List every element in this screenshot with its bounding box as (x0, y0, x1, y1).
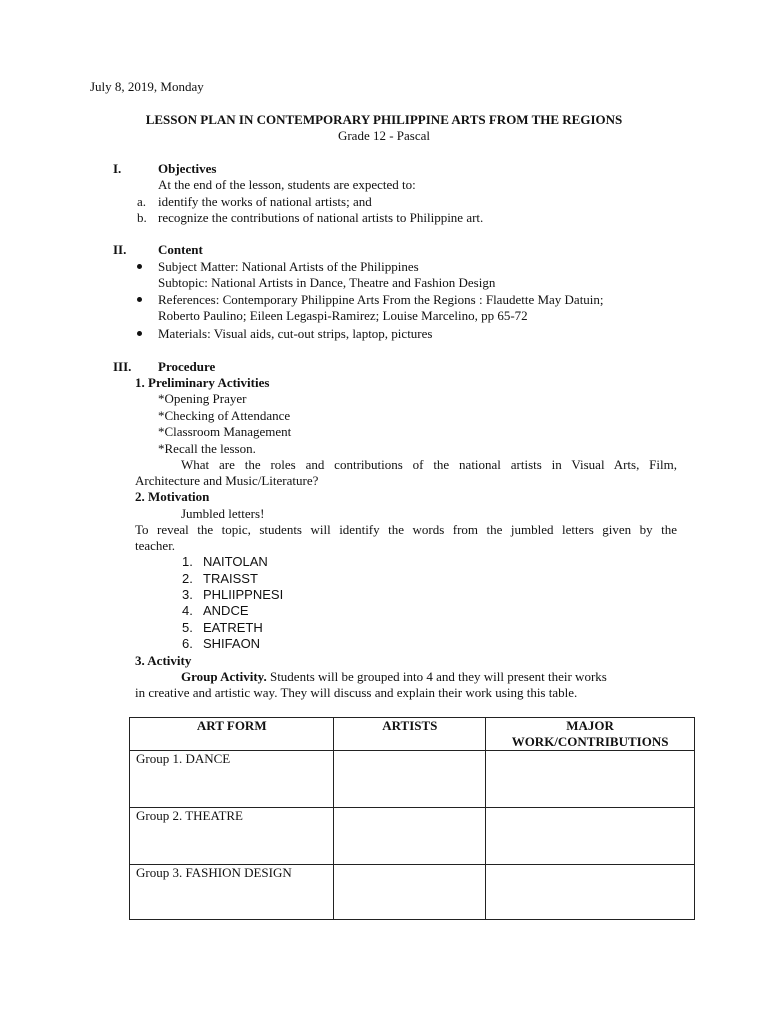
jumbled-number: 6. (182, 636, 193, 651)
jumbled-number: 1. (182, 554, 193, 569)
art-form-cell: Group 1. DANCE (130, 751, 334, 808)
jumbled-word: ANDCE (203, 603, 249, 618)
table-row (130, 751, 695, 808)
objective-item: recognize the contributions of national artists to Philippine art. (158, 210, 484, 225)
activity-desc-text: Students will be grouped into 4 and they will present their works (266, 669, 607, 684)
major-work-cell (486, 865, 695, 920)
jumbled-word: PHLIIPPNESI (203, 587, 284, 602)
jumbled-number: 5. (182, 620, 193, 635)
group-activity-label: Group Activity. (181, 669, 267, 684)
bullet-icon (137, 297, 142, 302)
major-work-cell (486, 751, 695, 808)
art-form-cell: Group 2. THEATRE (130, 808, 334, 865)
recall-question-line-2: Architecture and Music/Literature? (135, 473, 319, 488)
header-major-work (486, 718, 695, 751)
jumbled-word: NAITOLAN (203, 554, 268, 569)
jumbled-number: 4. (182, 603, 193, 618)
grade-line: Grade 12 - Pascal (337, 128, 431, 143)
motivation-desc-line-1: To reveal the topic, students will identify the words from the jumbled letters given by the (135, 522, 677, 537)
artists-cell (334, 808, 486, 865)
recall-question-line-1: What are the roles and contributions of the national artists in Visual Arts, Film, (181, 457, 677, 472)
references-line-2: Roberto Paulino; Eileen Legaspi-Ramirez; Louise Marcelino, pp 65-72 (158, 308, 528, 323)
jumbled-word: SHIFAON (203, 636, 261, 651)
materials: Materials: Visual aids, cut-out strips, laptop, pictures (158, 326, 433, 341)
jumbled-word: TRAISST (203, 571, 258, 586)
subtopic: Subtopic: National Artists in Dance, Theatre and Fashion Design (158, 275, 496, 290)
artists-cell (334, 865, 486, 920)
motivation-heading: 2. Motivation (135, 489, 210, 504)
preliminary-item: *Classroom Management (158, 424, 292, 439)
jumbled-word: EATRETH (203, 620, 263, 635)
bullet-icon (137, 331, 142, 336)
header-artists: ARTISTS (334, 718, 486, 751)
jumbled-number: 3. (182, 587, 193, 602)
table-row (130, 808, 695, 865)
table-header-row (130, 718, 695, 751)
art-form-cell: Group 3. FASHION DESIGN (130, 865, 334, 920)
references-line-1: References: Contemporary Philippine Arts From the Regions : Flaudette May Datuin; (158, 292, 604, 307)
date-line: July 8, 2019, Monday (90, 79, 204, 94)
motivation-sub: Jumbled letters! (181, 506, 265, 521)
content-heading: Content (158, 242, 203, 257)
objectives-heading: Objectives (158, 161, 217, 176)
artists-cell (334, 751, 486, 808)
document-title: LESSON PLAN IN CONTEMPORARY PHILIPPINE ARTS FROM THE REGIONS (145, 112, 623, 127)
objectives-intro: At the end of the lesson, students are expected to: (158, 177, 416, 192)
preliminary-item: *Opening Prayer (158, 391, 247, 406)
procedure-numeral: III. (113, 359, 132, 374)
activity-heading: 3. Activity (135, 653, 192, 668)
header-major-line-2: WORK/CONTRIBUTIONS (511, 734, 669, 749)
procedure-heading: Procedure (158, 359, 216, 374)
activity-desc-line-2: in creative and artistic way. They will discuss and explain their work using this table. (135, 685, 578, 700)
table-row (130, 865, 695, 920)
preliminary-item: *Recall the lesson. (158, 441, 256, 456)
motivation-desc-line-2: teacher. (135, 538, 176, 553)
jumbled-number: 2. (182, 571, 193, 586)
subject-matter: Subject Matter: National Artists of the Philippines (158, 259, 419, 274)
major-work-cell (486, 808, 695, 865)
header-art-form: ART FORM (130, 718, 334, 751)
objective-letter: a. (137, 194, 147, 209)
content-numeral: II. (113, 242, 127, 257)
preliminary-heading: 1. Preliminary Activities (135, 375, 270, 390)
bullet-icon (137, 264, 142, 269)
activity-desc-line-1 (181, 669, 607, 685)
group-activity-table (129, 717, 695, 920)
objective-item: identify the works of national artists; and (158, 194, 372, 209)
header-major-line-1: MAJOR (566, 718, 614, 733)
objectives-numeral: I. (113, 161, 122, 176)
preliminary-item: *Checking of Attendance (158, 408, 291, 423)
objective-letter: b. (137, 210, 147, 225)
